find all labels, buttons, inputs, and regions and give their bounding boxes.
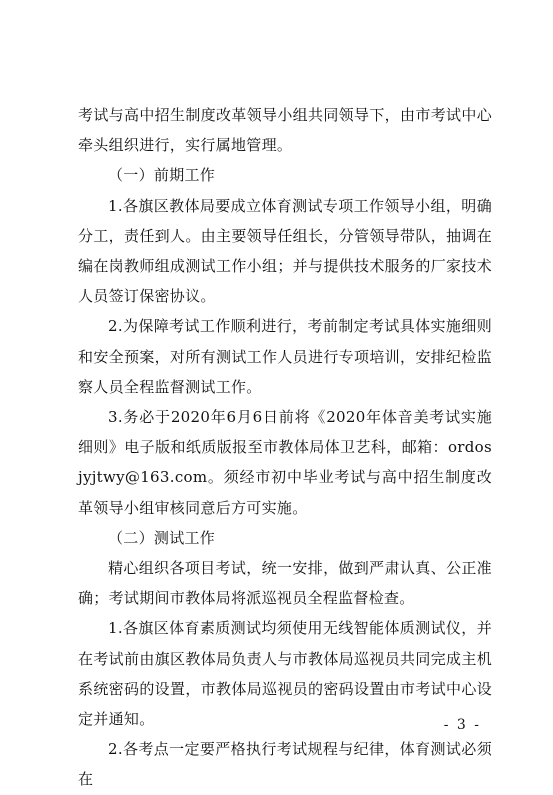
paragraph-item-1: 1.各旗区教体局要成立体育测试专项工作领导小组，明确分工，责任到人。由主要领导任组长，分管领导带队，抽调在编在岗教师组成测试工作小组；并与提供技术服务的厂家技术人员签订保密协议。 — [78, 196, 492, 306]
paragraph-continuation: 考试与高中招生制度改革领导小组共同领导下，由市考试中心牵头组织进行，实行属地管理。 — [78, 106, 492, 155]
document-body — [78, 100, 492, 795]
paragraph-item-2: 2.为保障考试工作顺利进行，考前制定考试具体实施细则和安全预案，对所有测试工作人员进行专项培训，安排纪检监察人员全程监督测试工作。 — [78, 317, 492, 396]
paragraph-testing-item-2: 2.各考点一定要严格执行考试规程与纪律，体育测试必须在 — [78, 740, 492, 789]
paragraph-testing-intro: 精心组织各项目考试，统一安排，做到严肃认真、公正准确；考试期间市教体局将派巡视员全程监督检查。 — [78, 559, 492, 608]
paragraph-testing-item-1: 1.各旗区体育素质测试均须使用无线智能体质测试仪，并在考试前由旗区教体局负责人与市教体局巡视员共同完成主机系统密码的设置，市教体局巡视员的密码设置由市考试中心设定并通知。 — [78, 619, 492, 729]
section-heading-preliminary-work: （一）前期工作 — [108, 166, 216, 185]
page-number: - 3 - — [443, 717, 481, 733]
section-heading-testing-work: （二）测试工作 — [108, 528, 216, 547]
paragraph-item-3: 3.务必于2020年6月6日前将《2020年体音美考试实施细则》电子版和纸质版报至市教体局体卫艺科，邮箱：ordosjyjtwy@163.com。须经市初中毕业考试与高中招生制度改革领导小组审核同意后方可实施。 — [78, 408, 492, 517]
